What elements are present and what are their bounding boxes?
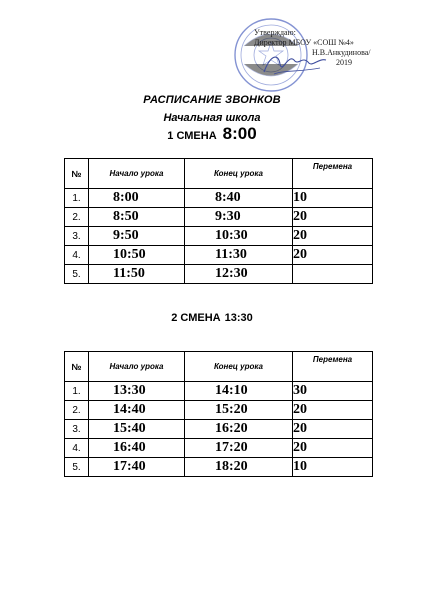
break-duration: 20	[293, 246, 373, 265]
director-signature-icon	[260, 46, 330, 80]
lesson-start: 10:50	[89, 246, 185, 265]
table-row	[65, 227, 373, 246]
table-row	[65, 189, 373, 208]
column-header-end: Конец урока	[185, 159, 293, 189]
lesson-start: 15:40	[89, 420, 185, 439]
lesson-end: 18:20	[185, 458, 293, 477]
approval-line-2: Директор МБОУ «СОШ №4»	[254, 38, 354, 47]
approval-line-3: Н.В.Анкудинова/	[312, 48, 371, 57]
column-header-break: Перемена	[293, 352, 373, 382]
column-header-break: Перемена	[293, 159, 373, 189]
shift-1-label: 1 СМЕНА	[167, 130, 217, 142]
lesson-end: 9:30	[185, 208, 293, 227]
approval-line-4: 2019	[336, 58, 352, 67]
approval-line-1: Утверждаю:	[254, 28, 296, 37]
shift-1-schedule-table	[64, 158, 373, 284]
shift-2-time: 13:30	[224, 312, 253, 324]
table-row	[65, 246, 373, 265]
break-duration: 30	[293, 382, 373, 401]
break-duration: 10	[293, 458, 373, 477]
table-row	[65, 458, 373, 477]
document-title: РАСПИСАНИЕ ЗВОНКОВ	[143, 94, 281, 106]
table-row	[65, 265, 373, 284]
shift-1-time: 8:00	[222, 124, 257, 143]
lesson-number: 3.	[65, 227, 89, 246]
shift-1-heading	[0, 124, 424, 144]
lesson-end: 17:20	[185, 439, 293, 458]
table-row	[65, 439, 373, 458]
lesson-number: 2.	[65, 401, 89, 420]
lesson-number: 5.	[65, 265, 89, 284]
break-duration: 20	[293, 401, 373, 420]
lesson-end: 16:20	[185, 420, 293, 439]
lesson-start: 11:50	[89, 265, 185, 284]
lesson-end: 15:20	[185, 401, 293, 420]
column-header-number: №	[65, 159, 89, 189]
lesson-start: 16:40	[89, 439, 185, 458]
shift-2-heading	[0, 312, 424, 324]
column-header-end: Конец урока	[185, 352, 293, 382]
lesson-end: 14:10	[185, 382, 293, 401]
lesson-start: 8:00	[89, 189, 185, 208]
lesson-end: 8:40	[185, 189, 293, 208]
table-row	[65, 382, 373, 401]
table-row	[65, 420, 373, 439]
lesson-end: 10:30	[185, 227, 293, 246]
table-row	[65, 401, 373, 420]
column-header-start: Начало урока	[89, 352, 185, 382]
break-duration: 20	[293, 208, 373, 227]
approval-stamp-block	[232, 16, 422, 96]
break-duration: 20	[293, 439, 373, 458]
lesson-number: 1.	[65, 382, 89, 401]
column-header-start: Начало урока	[89, 159, 185, 189]
lesson-start: 17:40	[89, 458, 185, 477]
lesson-start: 9:50	[89, 227, 185, 246]
lesson-start: 13:30	[89, 382, 185, 401]
table-header-row	[65, 352, 373, 382]
lesson-start: 8:50	[89, 208, 185, 227]
shift-2-label: 2 СМЕНА	[171, 312, 221, 324]
table-row	[65, 208, 373, 227]
break-duration: 20	[293, 420, 373, 439]
document-subtitle: Начальная школа	[163, 112, 261, 124]
lesson-number: 5.	[65, 458, 89, 477]
table-header-row	[65, 159, 373, 189]
lesson-start: 14:40	[89, 401, 185, 420]
column-header-number: №	[65, 352, 89, 382]
break-duration: 10	[293, 189, 373, 208]
lesson-number: 3.	[65, 420, 89, 439]
lesson-number: 4.	[65, 246, 89, 265]
lesson-end: 11:30	[185, 246, 293, 265]
lesson-end: 12:30	[185, 265, 293, 284]
lesson-number: 1.	[65, 189, 89, 208]
break-duration: 20	[293, 227, 373, 246]
lesson-number: 2.	[65, 208, 89, 227]
shift-2-schedule-table	[64, 351, 373, 477]
break-duration	[293, 265, 373, 284]
lesson-number: 4.	[65, 439, 89, 458]
